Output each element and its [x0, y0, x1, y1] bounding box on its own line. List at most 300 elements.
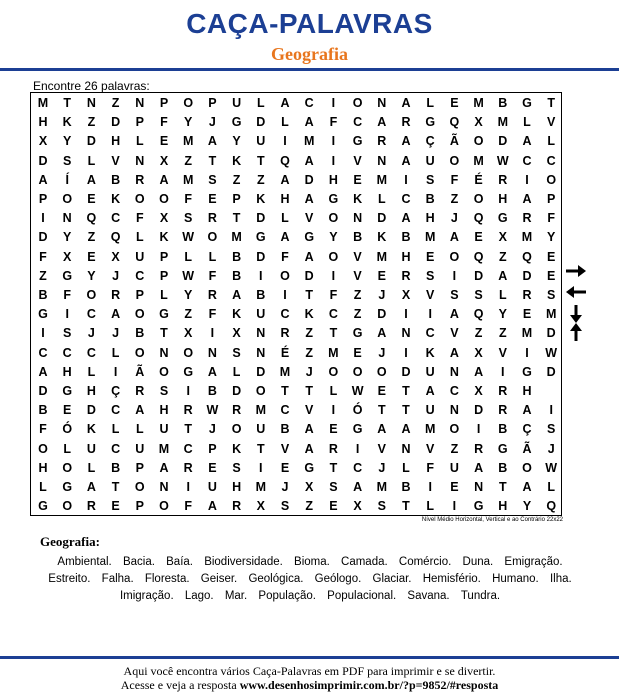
grid-letter[interactable]: C	[353, 460, 363, 475]
grid-letter[interactable]: D	[86, 403, 96, 418]
grid-letter[interactable]: U	[449, 460, 459, 475]
grid-letter[interactable]: D	[522, 268, 532, 283]
grid-letter[interactable]: I	[428, 480, 432, 494]
grid-letter[interactable]: F	[39, 422, 47, 437]
grid-letter[interactable]: B	[111, 172, 121, 187]
grid-letter[interactable]: E	[377, 268, 386, 283]
grid-letter[interactable]: P	[135, 288, 144, 302]
grid-letter[interactable]: C	[522, 153, 532, 168]
grid-letter[interactable]: H	[328, 172, 338, 187]
grid-letter[interactable]: I	[525, 172, 529, 187]
grid-letter[interactable]: L	[547, 480, 555, 494]
grid-letter[interactable]: N	[256, 326, 266, 341]
grid-letter[interactable]: P	[159, 249, 169, 264]
grid-letter[interactable]: L	[426, 96, 434, 110]
grid-letter[interactable]: R	[498, 384, 508, 398]
grid-letter[interactable]: N	[135, 96, 145, 110]
grid-letter[interactable]: M	[521, 230, 533, 245]
grid-letter[interactable]: O	[546, 172, 557, 187]
grid-letter[interactable]: T	[256, 441, 265, 456]
grid-letter[interactable]: B	[353, 230, 363, 245]
grid-letter[interactable]: É	[280, 345, 290, 360]
grid-letter[interactable]: M	[303, 134, 315, 149]
grid-letter[interactable]: Z	[353, 288, 362, 302]
grid-letter[interactable]: V	[547, 115, 556, 130]
grid-letter[interactable]: D	[474, 268, 484, 283]
grid-letter[interactable]: I	[186, 480, 190, 494]
grid-letter[interactable]: U	[232, 96, 242, 110]
grid-letter[interactable]: K	[304, 307, 314, 322]
grid-letter[interactable]: V	[111, 153, 120, 168]
grid-letter[interactable]: X	[353, 499, 362, 514]
grid-letter[interactable]: Z	[87, 230, 96, 245]
grid-letter[interactable]: L	[232, 364, 241, 379]
grid-letter[interactable]: J	[547, 441, 555, 456]
grid-letter[interactable]: X	[184, 326, 193, 341]
grid-letter[interactable]: O	[62, 460, 73, 475]
grid-letter[interactable]: O	[352, 364, 363, 379]
grid-letter[interactable]: A	[401, 153, 411, 168]
grid-letter[interactable]: U	[256, 134, 266, 149]
grid-letter[interactable]: Í	[65, 172, 69, 187]
grid-letter[interactable]: I	[41, 211, 45, 226]
grid-letter[interactable]: W	[182, 230, 195, 245]
grid-letter[interactable]: F	[208, 268, 217, 283]
grid-letter[interactable]: Q	[86, 211, 97, 226]
grid-letter[interactable]: H	[498, 499, 508, 514]
grid-letter[interactable]: E	[329, 499, 338, 514]
grid-letter[interactable]: O	[159, 499, 169, 514]
grid-letter[interactable]: A	[474, 364, 484, 379]
grid-letter[interactable]: A	[38, 172, 48, 187]
grid-letter[interactable]: I	[404, 307, 408, 322]
grid-letter[interactable]: Y	[184, 115, 193, 130]
grid-letter[interactable]: U	[425, 364, 435, 379]
grid-letter[interactable]: B	[111, 460, 121, 475]
grid-letter[interactable]: X	[401, 288, 411, 302]
grid-letter[interactable]: Z	[184, 153, 192, 168]
grid-letter[interactable]: B	[280, 422, 290, 437]
grid-letter[interactable]: H	[498, 192, 508, 206]
grid-letter[interactable]: R	[522, 288, 532, 302]
grid-letter[interactable]: T	[498, 480, 507, 494]
grid-letter[interactable]: A	[232, 288, 242, 302]
grid-letter[interactable]: G	[522, 96, 532, 110]
grid-letter[interactable]: A	[38, 364, 48, 379]
grid-letter[interactable]: F	[329, 288, 338, 302]
grid-letter[interactable]: F	[208, 307, 217, 322]
grid-letter[interactable]: R	[86, 499, 96, 514]
grid-letter[interactable]: N	[62, 211, 72, 226]
grid-letter[interactable]: K	[111, 192, 121, 206]
grid-letter[interactable]: N	[377, 153, 387, 168]
grid-letter[interactable]: A	[522, 134, 532, 149]
grid-letter[interactable]: A	[449, 345, 459, 360]
grid-letter[interactable]: A	[86, 172, 96, 187]
grid-letter[interactable]: E	[426, 249, 435, 264]
grid-letter[interactable]: R	[401, 115, 411, 130]
grid-letter[interactable]: P	[159, 268, 169, 283]
grid-letter[interactable]: F	[184, 192, 192, 206]
grid-letter[interactable]: A	[111, 307, 121, 322]
grid-letter[interactable]: A	[377, 326, 387, 341]
grid-letter[interactable]: X	[38, 134, 48, 149]
grid-letter[interactable]: A	[304, 153, 314, 168]
grid-letter[interactable]: I	[259, 460, 263, 475]
grid-letter[interactable]: O	[376, 364, 387, 379]
grid-letter[interactable]: D	[546, 364, 556, 379]
grid-letter[interactable]: R	[207, 211, 217, 226]
grid-letter[interactable]: J	[450, 211, 458, 226]
grid-letter[interactable]: N	[401, 441, 411, 456]
grid-letter[interactable]: T	[305, 288, 313, 302]
grid-letter[interactable]: Z	[498, 249, 507, 264]
grid-letter[interactable]: B	[498, 422, 508, 437]
grid-letter[interactable]: C	[183, 441, 193, 456]
grid-letter[interactable]: A	[522, 403, 532, 418]
grid-letter[interactable]: F	[450, 172, 459, 187]
grid-letter[interactable]: J	[378, 345, 386, 360]
grid-letter[interactable]: A	[522, 192, 532, 206]
grid-letter[interactable]: I	[549, 403, 553, 418]
grid-letter[interactable]: I	[186, 384, 190, 398]
grid-letter[interactable]: B	[256, 288, 266, 302]
grid-letter[interactable]: L	[256, 96, 265, 110]
grid-letter[interactable]: M	[424, 422, 436, 437]
grid-letter[interactable]: A	[401, 134, 411, 149]
grid-letter[interactable]: J	[112, 268, 120, 283]
grid-letter[interactable]: B	[498, 96, 508, 110]
grid-letter[interactable]: H	[401, 249, 411, 264]
grid-letter[interactable]: J	[378, 460, 386, 475]
grid-letter[interactable]: E	[208, 192, 217, 206]
grid-letter[interactable]: I	[404, 172, 408, 187]
grid-letter[interactable]: Z	[450, 192, 459, 206]
grid-letter[interactable]: J	[112, 326, 120, 341]
grid-letter[interactable]: A	[449, 307, 459, 322]
grid-letter[interactable]: E	[547, 268, 556, 283]
grid-letter[interactable]: X	[159, 153, 169, 168]
grid-letter[interactable]: Ç	[522, 422, 532, 437]
grid-letter[interactable]: O	[134, 345, 145, 360]
grid-letter[interactable]: R	[232, 499, 242, 514]
grid-letter[interactable]: R	[377, 134, 387, 149]
grid-letter[interactable]: C	[353, 115, 363, 130]
grid-letter[interactable]: C	[304, 96, 314, 110]
grid-letter[interactable]: I	[113, 364, 118, 379]
grid-letter[interactable]: I	[283, 288, 287, 302]
grid-letter[interactable]: G	[497, 211, 508, 226]
grid-letter[interactable]: L	[281, 115, 289, 130]
grid-letter[interactable]: N	[401, 326, 411, 341]
grid-letter[interactable]: Y	[63, 134, 72, 149]
grid-letter[interactable]: F	[329, 115, 338, 130]
grid-letter[interactable]: S	[426, 172, 435, 187]
grid-letter[interactable]: R	[280, 326, 290, 341]
grid-letter[interactable]: Ó	[62, 422, 73, 437]
grid-letter[interactable]: W	[206, 403, 219, 418]
grid-letter[interactable]: K	[62, 115, 72, 130]
grid-letter[interactable]: S	[547, 422, 556, 437]
grid-letter[interactable]: J	[208, 115, 216, 130]
grid-letter[interactable]: P	[232, 192, 241, 206]
grid-letter[interactable]: H	[62, 364, 72, 379]
grid-letter[interactable]: D	[546, 326, 556, 341]
grid-letter[interactable]: B	[232, 249, 242, 264]
grid-letter[interactable]: A	[207, 499, 217, 514]
grid-letter[interactable]: F	[63, 288, 71, 302]
grid-letter[interactable]: Q	[473, 211, 484, 226]
grid-letter[interactable]: G	[159, 307, 169, 322]
grid-letter[interactable]: Z	[450, 441, 459, 456]
grid-letter[interactable]: K	[86, 422, 96, 437]
grid-letter[interactable]: P	[38, 192, 48, 206]
grid-letter[interactable]: F	[160, 115, 168, 130]
grid-letter[interactable]: L	[426, 499, 434, 514]
grid-letter[interactable]: O	[62, 499, 73, 514]
grid-letter[interactable]: I	[476, 422, 481, 437]
grid-letter[interactable]: A	[280, 230, 290, 245]
grid-letter[interactable]: L	[523, 115, 531, 130]
grid-letter[interactable]: Z	[232, 172, 241, 187]
grid-letter[interactable]: S	[474, 288, 483, 302]
grid-letter[interactable]: Z	[87, 115, 96, 130]
grid-letter[interactable]: A	[159, 172, 169, 187]
grid-letter[interactable]: D	[256, 211, 266, 226]
grid-letter[interactable]: U	[159, 422, 169, 437]
grid-letter[interactable]: S	[329, 480, 338, 494]
grid-letter[interactable]: I	[331, 134, 336, 149]
grid-letter[interactable]: L	[547, 134, 555, 149]
grid-letter[interactable]: Z	[111, 96, 120, 110]
grid-letter[interactable]: L	[184, 249, 192, 264]
grid-letter[interactable]: B	[401, 230, 411, 245]
grid-letter[interactable]: C	[546, 153, 556, 168]
grid-letter[interactable]: B	[401, 480, 411, 494]
grid-letter[interactable]: T	[547, 96, 555, 110]
grid-letter[interactable]: O	[86, 288, 97, 302]
grid-letter[interactable]: I	[525, 345, 529, 360]
grid-letter[interactable]: L	[135, 422, 144, 437]
grid-letter[interactable]: G	[62, 268, 73, 283]
grid-letter[interactable]: R	[111, 288, 121, 302]
grid-letter[interactable]: L	[111, 345, 120, 360]
grid-letter[interactable]: A	[474, 460, 484, 475]
grid-letter[interactable]: F	[547, 211, 555, 226]
grid-letter[interactable]: E	[159, 134, 169, 149]
grid-letter[interactable]: C	[280, 307, 290, 322]
grid-letter[interactable]: V	[305, 211, 314, 226]
grid-letter[interactable]: M	[424, 230, 436, 245]
grid-letter[interactable]: J	[281, 480, 289, 494]
grid-letter[interactable]: D	[304, 172, 314, 187]
grid-letter[interactable]: B	[232, 268, 242, 283]
grid-letter[interactable]: E	[547, 249, 556, 264]
grid-letter[interactable]: D	[38, 230, 48, 245]
grid-letter[interactable]: R	[498, 403, 508, 418]
grid-letter[interactable]: U	[135, 249, 145, 264]
grid-letter[interactable]: G	[62, 384, 73, 398]
grid-letter[interactable]: T	[232, 211, 241, 226]
grid-letter[interactable]: B	[498, 460, 508, 475]
grid-letter[interactable]: U	[256, 307, 266, 322]
grid-letter[interactable]: C	[111, 403, 121, 418]
grid-letter[interactable]: H	[232, 480, 242, 494]
grid-letter[interactable]: T	[281, 384, 289, 398]
grid-letter[interactable]: I	[331, 403, 336, 418]
grid-letter[interactable]: S	[159, 384, 169, 398]
grid-letter[interactable]: S	[450, 288, 459, 302]
grid-letter[interactable]: F	[135, 211, 144, 226]
grid-letter[interactable]: D	[86, 134, 96, 149]
grid-letter[interactable]: S	[184, 211, 193, 226]
grid-letter[interactable]: E	[353, 172, 362, 187]
grid-letter[interactable]: G	[352, 422, 363, 437]
grid-letter[interactable]: H	[38, 460, 48, 475]
grid-letter[interactable]: T	[111, 480, 120, 494]
grid-letter[interactable]: O	[522, 460, 532, 475]
grid-letter[interactable]: O	[231, 422, 242, 437]
grid-letter[interactable]: U	[135, 441, 145, 456]
grid-letter[interactable]: A	[498, 268, 508, 283]
grid-letter[interactable]: Ç	[425, 134, 435, 149]
grid-letter[interactable]: M	[328, 345, 339, 360]
grid-letter[interactable]: Z	[256, 172, 265, 187]
grid-letter[interactable]: L	[402, 460, 410, 475]
grid-letter[interactable]: G	[62, 480, 73, 494]
grid-letter[interactable]: Y	[498, 307, 507, 322]
grid-letter[interactable]: I	[331, 96, 336, 110]
grid-letter[interactable]: L	[208, 249, 217, 264]
grid-letter[interactable]: C	[86, 345, 96, 360]
grid-letter[interactable]: M	[37, 96, 49, 110]
grid-letter[interactable]: C	[62, 345, 72, 360]
grid-letter[interactable]: A	[86, 480, 96, 494]
grid-letter[interactable]: G	[473, 499, 484, 514]
grid-letter[interactable]: O	[280, 268, 290, 283]
grid-letter[interactable]: J	[378, 288, 386, 302]
grid-letter[interactable]: X	[498, 230, 507, 245]
grid-letter[interactable]: R	[135, 172, 145, 187]
grid-letter[interactable]: O	[473, 192, 484, 206]
grid-letter[interactable]: I	[41, 326, 45, 341]
grid-letter[interactable]: R	[522, 211, 532, 226]
grid-letter[interactable]: R	[183, 403, 193, 418]
grid-letter[interactable]: W	[351, 384, 364, 398]
grid-letter[interactable]: U	[86, 441, 96, 456]
grid-letter[interactable]: E	[111, 499, 120, 514]
grid-letter[interactable]: D	[256, 249, 266, 264]
grid-letter[interactable]: A	[449, 230, 459, 245]
grid-letter[interactable]: S	[63, 326, 72, 341]
grid-letter[interactable]: A	[280, 172, 290, 187]
grid-letter[interactable]: G	[328, 192, 339, 206]
grid-letter[interactable]: X	[232, 326, 241, 341]
grid-letter[interactable]: L	[87, 460, 96, 475]
grid-letter[interactable]: G	[522, 364, 532, 379]
grid-letter[interactable]: X	[474, 345, 483, 360]
grid-letter[interactable]: A	[401, 96, 411, 110]
grid-letter[interactable]: M	[376, 480, 387, 494]
grid-letter[interactable]: N	[353, 211, 363, 226]
grid-letter[interactable]: E	[63, 403, 72, 418]
grid-letter[interactable]: V	[450, 326, 459, 341]
grid-letter[interactable]: A	[135, 403, 145, 418]
grid-letter[interactable]: É	[474, 172, 483, 187]
grid-letter[interactable]: F	[426, 460, 434, 475]
grid-letter[interactable]: E	[377, 384, 386, 398]
grid-letter[interactable]: J	[87, 326, 95, 341]
grid-letter[interactable]: K	[232, 441, 242, 456]
grid-letter[interactable]: D	[474, 403, 484, 418]
grid-letter[interactable]: O	[159, 364, 169, 379]
grid-letter[interactable]: B	[207, 384, 217, 398]
grid-letter[interactable]: K	[232, 153, 242, 168]
grid-letter[interactable]: D	[256, 364, 266, 379]
grid-letter[interactable]: Q	[110, 230, 121, 245]
grid-letter[interactable]: A	[377, 422, 387, 437]
grid-letter[interactable]: R	[207, 288, 217, 302]
grid-letter[interactable]: L	[39, 480, 47, 494]
grid-letter[interactable]: G	[38, 499, 48, 514]
grid-letter[interactable]: C	[449, 384, 459, 398]
grid-letter[interactable]: Q	[522, 249, 532, 264]
grid-letter[interactable]: Q	[546, 499, 557, 514]
grid-letter[interactable]: T	[305, 384, 313, 398]
grid-letter[interactable]: G	[352, 326, 363, 341]
grid-letter[interactable]: I	[331, 268, 336, 283]
grid-letter[interactable]: E	[353, 345, 362, 360]
grid-letter[interactable]: N	[377, 96, 387, 110]
grid-letter[interactable]: M	[279, 364, 291, 379]
grid-letter[interactable]: E	[474, 230, 483, 245]
grid-letter[interactable]: I	[501, 364, 505, 379]
grid-letter[interactable]: K	[232, 307, 242, 322]
grid-letter[interactable]: L	[281, 211, 289, 226]
grid-letter[interactable]: O	[473, 134, 484, 149]
grid-letter[interactable]: M	[182, 134, 194, 149]
grid-letter[interactable]: Y	[63, 230, 72, 245]
grid-letter[interactable]: O	[134, 192, 145, 206]
grid-letter[interactable]: O	[207, 230, 218, 245]
grid-letter[interactable]: A	[159, 460, 169, 475]
grid-letter[interactable]: J	[208, 422, 216, 437]
grid-letter[interactable]: F	[281, 249, 289, 264]
grid-letter[interactable]: X	[474, 384, 483, 398]
grid-letter[interactable]: N	[207, 345, 217, 360]
footer-link[interactable]: www.desenhosimprimir.com.br/?p=9852/#resposta	[239, 678, 499, 692]
grid-letter[interactable]: C	[86, 307, 96, 322]
grid-letter[interactable]: Z	[305, 345, 313, 360]
grid-letter[interactable]: R	[183, 460, 193, 475]
grid-letter[interactable]: K	[353, 192, 363, 206]
grid-letter[interactable]: L	[135, 230, 144, 245]
grid-letter[interactable]: C	[135, 268, 145, 283]
grid-letter[interactable]: D	[111, 115, 121, 130]
grid-letter[interactable]: G	[425, 115, 436, 130]
grid-letter[interactable]: R	[135, 384, 145, 398]
grid-letter[interactable]: Q	[473, 249, 484, 264]
grid-letter[interactable]: T	[402, 499, 410, 514]
grid-letter[interactable]: K	[377, 230, 387, 245]
grid-letter[interactable]: O	[38, 441, 48, 456]
grid-letter[interactable]: C	[280, 403, 290, 418]
grid-letter[interactable]: O	[183, 345, 194, 360]
grid-letter[interactable]: Z	[305, 499, 313, 514]
grid-letter[interactable]: E	[450, 480, 459, 494]
grid-letter[interactable]: V	[426, 441, 435, 456]
grid-letter[interactable]: I	[210, 326, 215, 341]
